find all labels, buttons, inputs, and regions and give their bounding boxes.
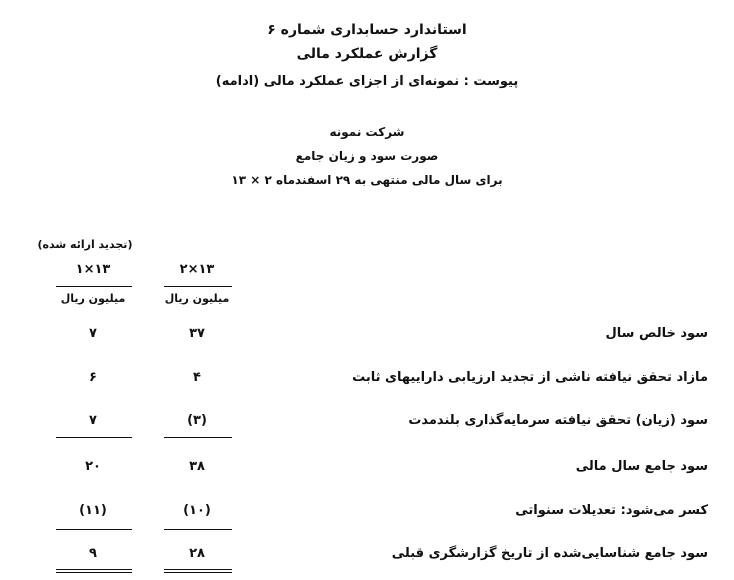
unit-current: میلیون ریال — [164, 292, 230, 305]
statement-title: صورت سود و زیان جامع — [295, 149, 439, 163]
current-year-rule — [164, 286, 232, 287]
row-value-current: ۲۸ — [189, 546, 205, 561]
restated-note: (تجدید ارائه شده) — [37, 238, 133, 251]
subtotal-rule-current — [164, 437, 232, 438]
row-value-prior: ۶ — [89, 370, 97, 385]
row-label: سود جامع شناسایی‌شده از تاریخ گزارشگری قبلی — [391, 546, 708, 561]
prior-year-rule — [56, 286, 132, 287]
row-label: سود جامع سال مالی — [575, 459, 708, 474]
current-year-header: ۱۳×۲ — [179, 262, 215, 277]
row-value-prior: ۷ — [89, 326, 97, 341]
prior-year-header: ۱۳×۱ — [75, 262, 111, 277]
company-name: شرکت نمونه — [329, 125, 405, 139]
subtotal-rule-prior — [56, 529, 132, 530]
row-value-current: (۱۰) — [183, 503, 211, 518]
subtotal-rule-prior — [56, 437, 132, 438]
report-subtitle: گزارش عملکرد مالی — [296, 46, 438, 62]
row-label: کسر می‌شود: تعدیلات سنواتی — [515, 503, 708, 518]
row-value-current: (۳) — [187, 413, 207, 428]
total-double-rule-current — [164, 569, 232, 573]
subtotal-rule-current — [164, 529, 232, 530]
row-value-prior: ۷ — [89, 413, 97, 428]
row-label: سود خالص سال — [605, 326, 708, 341]
row-value-prior: (۱۱) — [79, 503, 107, 518]
row-value-current: ۴ — [193, 370, 201, 385]
statement-period: برای سال مالی منتهی به ۲۹ اسفندماه ۲ × ۱۳ — [231, 173, 503, 187]
unit-prior: میلیون ریال — [60, 292, 126, 305]
appendix-title: پیوست : نمونه‌ای از اجزای عملکرد مالی (ادامه) — [215, 74, 519, 89]
row-label: سود (زیان) تحقق نیافته سرمایه‌گذاری بلندمدت — [408, 413, 708, 428]
standard-title: استاندارد حسابداری شماره ۶ — [267, 22, 467, 38]
row-value-current: ۳۷ — [189, 326, 205, 341]
row-value-prior: ۹ — [89, 546, 97, 561]
row-label: مازاد تحقق نیافته ناشی از تجدید ارزیابی داراییهای ثابت — [352, 370, 708, 385]
row-value-current: ۳۸ — [189, 459, 205, 474]
row-value-prior: ۲۰ — [85, 459, 101, 474]
total-double-rule-prior — [56, 569, 132, 573]
